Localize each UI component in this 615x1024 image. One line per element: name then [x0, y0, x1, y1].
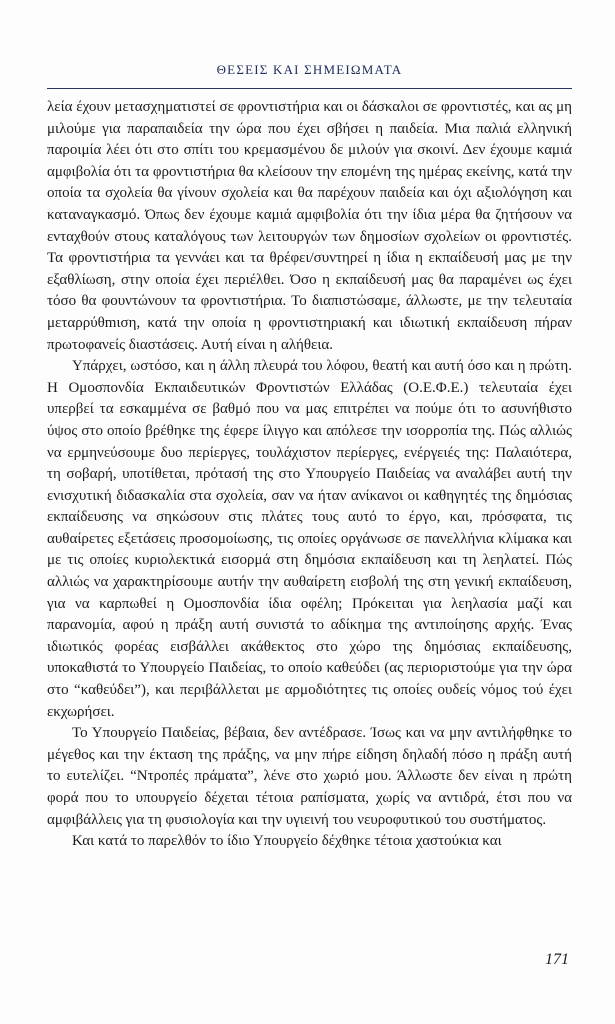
paragraph: Το Υπουργείο Παιδείας, βέβαια, δεν αντέδρασε. Ίσως και να μην αντιλήφθηκε το μέγεθος και την έκταση της πράξης, να μην πήρε είδηση δηλαδή πόσο η πράξη αυτή το ευτελίζει. “Ντροπές πράματα”, λένε στο χωριό μου. Άλλωστε δεν είναι η πρώτη φορά που το υπουργείο δέχεται τέτοια ραπίσματα, χωρίς να αντιδρά, έτσι που να αμφιβάλλεις για τη φυσιολογία και την υγιεινή του νευροφυτικού του συστήματος. — [47, 725, 572, 828]
body-text — [47, 97, 572, 853]
page-number: 171 — [545, 951, 569, 968]
paragraph: Υπάρχει, ωστόσο, και η άλλη πλευρά του λόφου, θεατή και αυτή όσο και η πρώτη. Η Ομοσπονδία Εκπαιδευτικών Φροντιστών Ελλάδας (Ο.Ε.Φ.Ε.) τελευταία έχει υπερβεί τα εσκαμμένα σε βαθμό που να μας επιτρέπει να πούμε ότι το ασυνήθιστο ύψος στο οποίο βρέθηκε της έφερε ίλιγγο και απόλεσε την ισορροπία της. Πώς αλλιώς να ερμηνεύσουμε δυο περίεργες, τουλάχιστον περίεργες, ενέργειές της: Παλαιότερα, τη σοβαρή, υποτίθεται, πρότασή της στο Υπουργείο Παιδείας να αναλάβει αυτή την ενισχυτική διδασκαλία στα σχολεία, σαν να ήταν ανίκανοι οι καθηγητές της δημόσιας εκπαίδευσης να σηκώσουν στις πλάτες τους αυτό το έργο, και, πρόσφατα, τις αυθαίρετες εξετάσεις προσομοίωσης, τις οποίες οργάνωσε σε πανελλήνια κλίμακα και με τις οποίες κυριολεκτικά εισορμά στη δημόσια εκπαίδευση και τη λεηλατεί. Πώς αλλιώς να χαρακτηρίσουμε αυτήν την αυθαίρετη εισβολή της στη γενική εκπαίδευση, για να καρπωθεί η Ομοσπονδία ίδια οφέλη; Πρόκειται για λεηλασία μαζί και παρανομία, αφού η πράξη αυτή συνιστά το αδίκημα της αντιποίησης αρχής. Ένας ιδιωτικός φορέας εισβάλλει ακάθεκτος στο χώρο της δημόσιας εκπαίδευσης, υποκαθιστά το Υπουργείο Παιδείας, το οποίο καθεύδει (ας περιοριστούμε για την ώρα στο “καθεύδει”), και περιβάλλεται με αρμοδιότητες τις οποίες ουδείς νόμος τού έχει εκχωρήσει. — [47, 358, 572, 720]
running-head: ΘΕΣΕΙΣ ΚΑΙ ΣΗΜΕΙΩΜΑΤΑ — [216, 62, 403, 77]
paragraph-last: Και κατά το παρελθόν το ίδιο Υπουργείο δέχθηκε τέτοια χαστούκια και — [72, 833, 502, 850]
paragraph-continued: λεία έχουν μετασχηματιστεί σε φροντιστήρια και οι δάσκαλοι σε φροντιστές, και ας μη μιλούμε για παραπαιδεία την ώρα που έχει σβήσει η παιδεία. Μια παλιά ελληνική παροιμία λέει ότι στο σπίτι του κρεμασμένου δε μιλούν για σκοινί. Δεν έχουμε καμιά αμφιβολία ότι τα φροντιστήρια θα κλείσουν την επομένη της ημέρας εκείνης, κατά την οποία τα σχολεία θα γίνουν σχολεία και θα παρέχουν παιδεία και όχι αξιολόγηση και καταναγκασμό. Όπως δεν έχουμε καμιά αμφιβολία ότι την ίδια μέρα θα ζητήσουν να ενταχθούν στους καταλόγους των λειτουργών των δημοσίων σχολείων οι φροντιστές. Τα φροντιστήρια τα γεννάει και τα θρέφει/συντηρεί η ίδια η εκπαίδευσή μας με την εξαθλίωση, στην οποία έχει περιέλθει. Όσο η εκπαίδευσή μας θα παραμένει ως έχει τόσο θα φουντώνουν τα φροντιστήρια. Το διαπιστώσαμε, άλλωστε, με την τελευταία μεταρρύθmιση, κατά την οποία η φροντιστηριακή και ιδιωτική εκπαίδευση πήραν πρωτοφανείς διαστάσεις. Αυτή είναι η αλήθεια. — [47, 99, 572, 353]
header-rule — [47, 88, 572, 89]
